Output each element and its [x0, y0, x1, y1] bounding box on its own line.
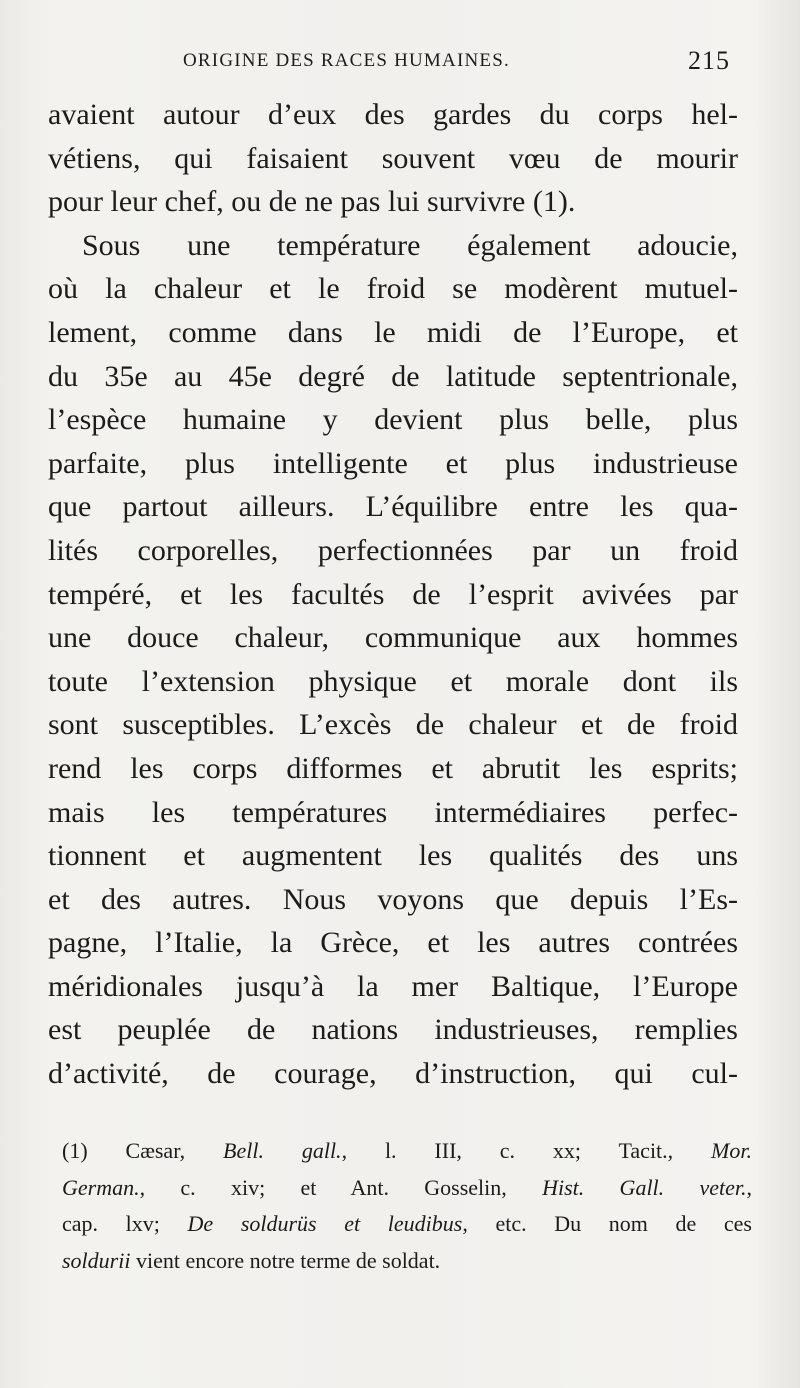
footnote-italic: soldurii [62, 1247, 131, 1273]
running-title: ORIGINE DES RACES HUMAINES. [183, 50, 510, 71]
footnote-line [62, 1243, 752, 1280]
footnote-text: (1) Cæsar, [62, 1138, 186, 1163]
text-line: méridionales jusqu’à la mer Baltique, l’Europe [48, 969, 738, 1003]
footnote-italic: German. [62, 1174, 140, 1200]
footnote-text: , c. xiv; et Ant. Gosselin, [139, 1174, 507, 1200]
running-head [48, 46, 740, 75]
text-line: et des autres. Nous voyons que depuis l’Es- [48, 882, 738, 916]
text-line: avaient autour d’eux des gardes du corps hel- [48, 98, 738, 131]
text-line: Sous une température également adoucie, [82, 228, 738, 262]
text-line: du 35e au 45e degré de latitude septentrionale, [48, 359, 738, 393]
footnote-text: , [746, 1174, 752, 1200]
text-line: où la chaleur et le froid se modèrent mutuel- [48, 272, 738, 306]
text-line: vétiens, qui faisaient souvent vœu de mourir [48, 141, 738, 175]
text-line: sont susceptibles. L’excès de chaleur et de froid [48, 708, 738, 742]
footnote-line [62, 1206, 752, 1243]
footnotes [62, 1133, 752, 1279]
text-line: l’espèce humaine y devient plus belle, plus [48, 403, 738, 437]
text-line: est peuplée de nations industrieuses, remplies [48, 1013, 738, 1047]
text-line: parfaite, plus intelligente et plus industrieuse [48, 446, 738, 480]
footnote-text: cap. lxv; [62, 1211, 160, 1236]
text-line: tionnent et augmentent les qualités des uns [48, 839, 738, 873]
body-text [48, 93, 738, 1096]
text-line: pour leur chef, ou de ne pas lui survivre (1). [48, 185, 576, 219]
footnote-italic: De soldurüs et leudibus [187, 1211, 463, 1236]
text-line: lités corporelles, perfectionnées par un froid [48, 533, 738, 567]
text-line: mais les températures intermédiaires perfec- [48, 795, 738, 829]
text-line: d’activité, de courage, d’instruction, qui cul- [48, 1057, 738, 1091]
text-line: pagne, l’Italie, la Grèce, et les autres contrées [48, 926, 738, 960]
page-number: 215 [688, 46, 730, 75]
text-line: lement, comme dans le midi de l’Europe, et [48, 315, 738, 349]
footnote-text: vient encore notre terme de soldat. [130, 1247, 441, 1273]
text-line: toute l’extension physique et morale dont ils [48, 664, 738, 698]
footnote-italic: Bell. gall. [223, 1138, 342, 1163]
text-line: tempéré, et les facultés de l’esprit avivées par [48, 577, 738, 611]
footnote-text: , etc. Du nom de ces [462, 1211, 752, 1236]
footnote-italic: Mor. [711, 1138, 752, 1163]
footnote-italic: Hist. Gall. veter. [542, 1174, 747, 1200]
footnote-line [62, 1170, 752, 1207]
footnote-text: , l. III, c. xx; Tacit., [341, 1138, 674, 1163]
footnote-line [62, 1133, 752, 1170]
text-line: que partout ailleurs. L’équilibre entre les qua- [48, 490, 738, 524]
text-line: rend les corps difformes et abrutit les esprits; [48, 751, 738, 785]
text-line: une douce chaleur, communique aux hommes [48, 621, 738, 655]
